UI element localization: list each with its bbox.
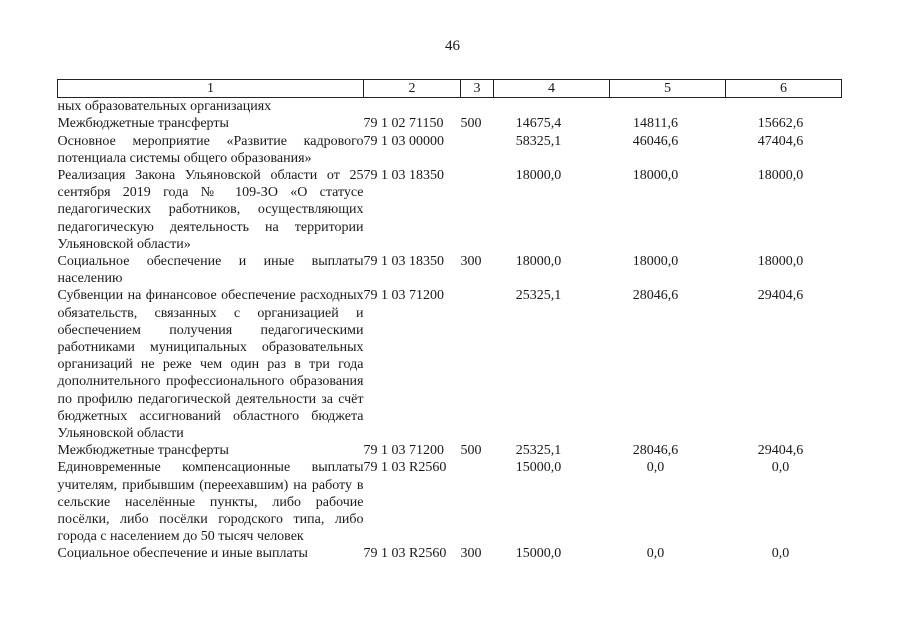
row-code: 79 1 03 71200 (363, 288, 444, 304)
row-expense-type (461, 287, 494, 442)
row-value-col6: 29404,6 (757, 443, 804, 459)
row-value-col6: 29404,6 (757, 288, 804, 304)
row-value-col4: 58325,1 (515, 133, 562, 149)
row-expense-type (461, 133, 494, 167)
row-value-col4: 15000,0 (515, 546, 562, 562)
row-name: Социальное обеспечение и иные выплаты населению (57, 254, 364, 287)
row-value-col4: 25325,1 (515, 443, 562, 459)
row-code: 79 1 03 R2560 (363, 460, 447, 476)
row-code: 79 1 03 71200 (363, 443, 444, 459)
row-expense-type: 500 (460, 116, 482, 132)
table-row (58, 98, 842, 116)
row-name: ных образовательных организациях (57, 99, 272, 115)
row-expense-type (461, 459, 494, 545)
row-name: Межбюджетные трансферты (57, 443, 229, 459)
row-value-col4: 15000,0 (515, 460, 562, 476)
row-value-col6: 15662,6 (757, 116, 804, 132)
row-code: 79 1 02 71150 (363, 116, 444, 132)
row-value-col5: 0,0 (646, 546, 665, 562)
row-value-col4: 18000,0 (515, 254, 562, 270)
column-header-1: 1 (58, 80, 364, 98)
table-row (58, 167, 842, 253)
column-header-2: 2 (364, 80, 461, 98)
row-value-col5: 18000,0 (632, 168, 679, 184)
row-code: 79 1 03 R2560 (363, 546, 447, 562)
table-row (58, 545, 842, 562)
row-expense-type (461, 98, 494, 116)
column-header-3: 3 (461, 80, 494, 98)
row-name: Единовременные компенсационные выплаты учителям, прибывшим (переехавшим) на работу в сельские населённые пункты, либо рабочие посёлки, либо посёлки городского типа, либо города с населением до 50 тысяч человек (57, 460, 364, 545)
row-value-col5 (610, 98, 726, 116)
row-name: Социальное обеспечение и иные выплаты (57, 546, 308, 562)
row-expense-type: 300 (460, 546, 482, 562)
column-header-4: 4 (494, 80, 610, 98)
row-value-col5: 46046,6 (632, 133, 679, 149)
row-name: Межбюджетные трансферты (57, 116, 229, 132)
row-value-col6: 47404,6 (757, 133, 804, 149)
row-value-col6: 0,0 (771, 546, 790, 562)
row-value-col5: 14811,6 (633, 116, 678, 132)
row-code (364, 98, 461, 116)
row-code: 79 1 03 00000 (363, 133, 444, 149)
page-number: 46 (445, 38, 460, 54)
row-value-col6 (726, 98, 842, 116)
row-value-col6: 18000,0 (757, 168, 804, 184)
row-value-col4 (494, 98, 610, 116)
column-header-6: 6 (726, 80, 842, 98)
row-value-col5: 0,0 (646, 460, 665, 476)
row-name: Основное мероприятие «Развитие кадрового потенциала системы общего образования» (57, 133, 364, 166)
row-expense-type (461, 167, 494, 253)
row-name: Реализация Закона Ульяновской области от 25 сентября 2019 года № 109-ЗО «О статусе педагогических работников, осуществляющих педагогическую деятельность на территории Ульяновской области» (57, 168, 364, 252)
header-row (58, 80, 842, 98)
row-value-col4: 18000,0 (515, 168, 562, 184)
row-value-col6: 0,0 (771, 460, 790, 476)
row-value-col5: 28046,6 (632, 443, 679, 459)
table-row (58, 459, 842, 545)
table-row (58, 442, 842, 459)
table-row (58, 253, 842, 287)
row-name: Субвенции на финансовое обеспечение расходных обязательств, связанных с организацией и обеспечением получения педагогическими работниками муниципальных образовательных организаций не реже чем один раз в три года дополнительного профессионального образования по профилю педагогической деятельности за счёт бюджетных ассигнований областного бюджета Ульяновской области (57, 288, 364, 442)
budget-table (57, 79, 842, 563)
row-value-col5: 18000,0 (632, 254, 679, 270)
row-value-col4: 14675,4 (515, 116, 562, 132)
table-row (58, 287, 842, 442)
row-value-col5: 28046,6 (632, 288, 679, 304)
table-row (58, 133, 842, 167)
column-header-5: 5 (610, 80, 726, 98)
row-expense-type: 500 (460, 443, 482, 459)
row-value-col4: 25325,1 (515, 288, 562, 304)
table-body (58, 98, 842, 563)
row-expense-type: 300 (460, 254, 482, 270)
table-row (58, 115, 842, 132)
row-code: 79 1 03 18350 (363, 254, 444, 270)
row-value-col6: 18000,0 (757, 254, 804, 270)
row-code: 79 1 03 18350 (363, 168, 444, 184)
